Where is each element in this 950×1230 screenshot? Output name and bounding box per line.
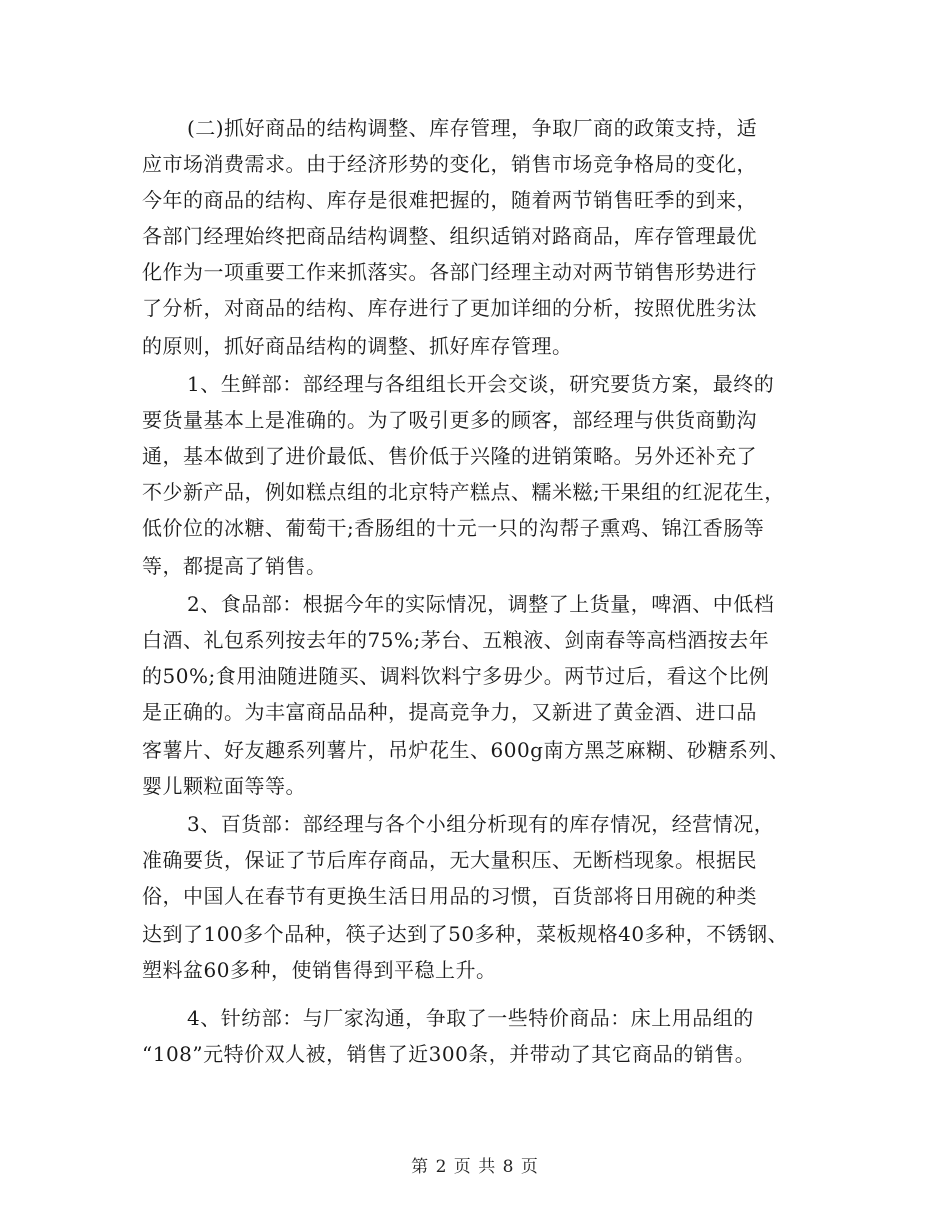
paragraph-line: 准确要货，保证了节后库存商品，无大量积压、无断档现象。根据民 xyxy=(142,848,757,872)
paragraph-line: 应市场消费需求。由于经济形势的变化，销售市场竞争格局的变化， xyxy=(142,152,757,176)
paragraph-line: 达到了100多个品种，筷子达到了50多种，菜板规格40多种，不锈钢、 xyxy=(142,922,789,946)
paragraph-line: 的原则，抓好商品结构的调整、抓好库存管理。 xyxy=(142,334,573,358)
paragraph-line: 4、针纺部：与厂家沟通，争取了一些特价商品：床上用品组的 xyxy=(187,1006,754,1030)
paragraph-line: 的50%;食用油随进随买、调料饮料宁多毋少。两节过后，看这个比例 xyxy=(142,664,770,688)
page-number-footer: 第 2 页 共 8 页 xyxy=(411,1157,539,1177)
paragraph-line: (二)抓好商品的结构调整、库存管理，争取厂商的政策支持，适 xyxy=(187,116,758,140)
paragraph-line: 俗，中国人在春节有更换生活日用品的习惯，百货部将日用碗的种类 xyxy=(142,884,757,908)
paragraph-line: 不少新产品，例如糕点组的北京特产糕点、糯米糍;干果组的红泥花生， xyxy=(142,480,785,504)
paragraph-line: 各部门经理始终把商品结构调整、组织适销对路商品，库存管理最优 xyxy=(142,224,757,248)
paragraph-line: 2、食品部：根据今年的实际情况，调整了上货量，啤酒、中低档 xyxy=(187,592,775,616)
paragraph-line: 婴儿颗粒面等等。 xyxy=(142,774,306,798)
paragraph-line: 客薯片、好友趣系列薯片，吊炉花生、600g南方黑芝麻糊、砂糖系列、 xyxy=(142,738,790,762)
paragraph-line: “108”元特价双人被，销售了近300条，并带动了其它商品的销售。 xyxy=(142,1042,756,1066)
paragraph-line: 是正确的。为丰富商品品种，提高竞争力，又新进了黄金酒、进口品 xyxy=(142,700,757,724)
paragraph-line: 等，都提高了销售。 xyxy=(142,554,327,578)
paragraph-line: 要货量基本上是准确的。为了吸引更多的顾客，部经理与供货商勤沟 xyxy=(142,408,757,432)
paragraph-line: 塑料盆60多种，使销售得到平稳上升。 xyxy=(142,958,497,982)
paragraph-line: 1、生鲜部：部经理与各组组长开会交谈，研究要货方案，最终的 xyxy=(187,372,775,396)
paragraph-line: 通，基本做到了进价最低、售价低于兴隆的进销策略。另外还补充了 xyxy=(142,444,757,468)
paragraph-line: 低价位的冰糖、葡萄干;香肠组的十元一只的沟帮子熏鸡、锦江香肠等 xyxy=(142,516,765,540)
paragraph-line: 今年的商品的结构、库存是很难把握的，随着两节销售旺季的到来， xyxy=(142,188,757,212)
paragraph-line: 3、百货部：部经理与各个小组分析现有的库存情况，经营情况， xyxy=(187,812,775,836)
paragraph-line: 白酒、礼包系列按去年的75%;茅台、五粮液、剑南春等高档酒按去年 xyxy=(142,628,770,652)
paragraph-line: 了分析，对商品的结构、库存进行了更加详细的分析，按照优胜劣汰 xyxy=(142,296,757,320)
paragraph-line: 化作为一项重要工作来抓落实。各部门经理主动对两节销售形势进行 xyxy=(142,260,757,284)
